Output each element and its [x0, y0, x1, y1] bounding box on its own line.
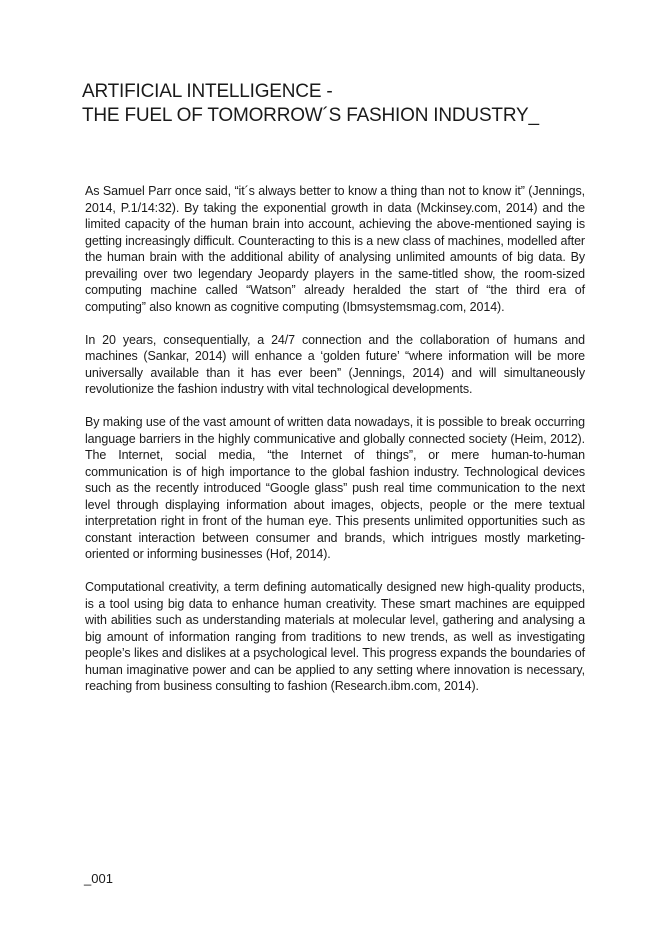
paragraph-language-barriers: By making use of the vast amount of written data nowadays, it is possible to break occurring language barriers in the highly communicative and globally connected society (Heim, 2012). The Internet, social media, “the Internet of things”, or mere human-to-human communication is of high importance to the global fashion industry. Technological devices such as the recently introduced “Google glass” push real time communication to the next level through displaying information about images, objects, people or the mere textual interpretation right in front of the human eye. This presents unlimited opportunities such as constant interaction between consumer and brands, which intrigues mostly marketing-oriented or informing businesses (Hof, 2014). [85, 415, 585, 561]
page-title [82, 80, 622, 128]
paragraph-samuel-parr: As Samuel Parr once said, “it´s always better to know a thing than not to know it” (Jennings, 2014, P.1/14:32). By taking the exponential growth in data (Mckinsey.com, 2014) and the limited capacity of the human brain into account, achieving the above-mentioned saying is getting increasingly difficult. Counteracting to this is a new class of machines, modelled after the human brain with the additional ability of analysing unlimited amounts of big data. By prevailing over two legendary Jeopardy players in the same-titled show, the room-sized computing machine called “Watson” already heralded the start of “the third era of computing” also known as cognitive computing (Ibmsystemsmag.com, 2014). [85, 184, 585, 314]
page-title-line-1: ARTIFICIAL INTELLIGENCE - [82, 81, 333, 102]
body-text [85, 183, 585, 711]
paragraph-golden-future: In 20 years, consequentially, a 24/7 connection and the collaboration of humans and machines (Sankar, 2014) will enhance a ‘golden future’ “where information will be more universally available than it has ever been” (Jennings, 2014) and will simultaneously revolutionize the fashion industry with vital technological developments. [85, 332, 585, 396]
page-title-line-2: THE FUEL OF TOMORROW´S FASHION INDUSTRY_ [82, 105, 539, 126]
page-number: _001 [84, 871, 113, 886]
paragraph-computational-creativity: Computational creativity, a term defining automatically designed new high-quality products, is a tool using big data to enhance human creativity. These smart machines are equipped with abilities such as understanding materials at molecular level, gathering and analysing a big amount of information ranging from traditions to new trends, as well as investigating people’s likes and dislikes at a psychological level. This progress expands the boundaries of human imaginative power and can be applied to any setting where innovation is necessary, reaching from business consulting to fashion (Research.ibm.com, 2014). [85, 580, 585, 693]
